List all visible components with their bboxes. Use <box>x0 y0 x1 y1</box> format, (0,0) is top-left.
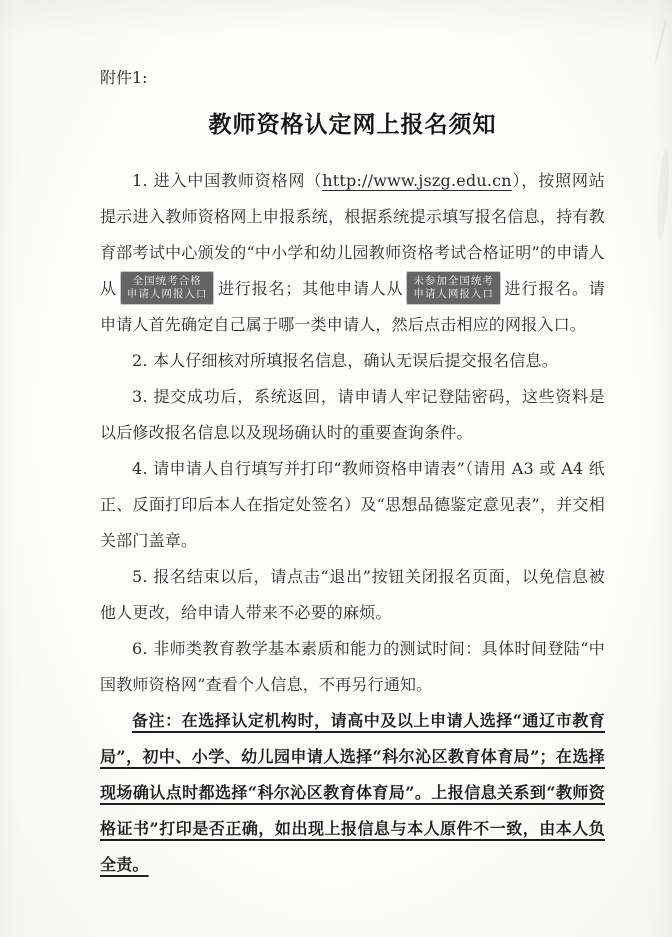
paragraph-2: 2. 本人仔细核对所填报名信息，确认无误后提交报名信息。 <box>132 351 558 370</box>
attachment-label: 附件1: <box>100 68 148 87</box>
national-exam-passed-entry-line1: 全国统考合格 <box>132 275 202 287</box>
no-national-exam-entry-line2: 申请人网报入口 <box>413 288 494 300</box>
remark-paragraph: 备注：在选择认定机构时，请高中及以上申请人选择“通辽市教育局”，初中、小学、幼儿园申请人选择“科尔沁区教育体育局”；在选择现场确认点时都选择“科尔沁区教育体育局”。上报信息关系到“教师资格证书”打印是否正确，如出现上报信息与本人原件不一致，由本人负全责。 <box>100 711 605 874</box>
scan-smudge <box>653 18 668 65</box>
paragraph-3: 3. 提交成功后，系统返回，请申请人牢记登陆密码，这些资料是以后修改报名信息以及现场确认时的重要查询条件。 <box>100 387 605 442</box>
no-national-exam-entry-button <box>407 272 500 304</box>
paragraph-1-lead: 1. 进入中国教师资格网（ <box>132 171 323 190</box>
paragraph-4: 4. 请申请人自行填写并打印“教师资格申请表”（请用 A3 或 A4 纸正、反面打印后本人在指定处签名）及“思想品德鉴定意见表”，并交相关部门盖章。 <box>100 459 605 550</box>
paragraph-1-between-buttons: 进行报名；其他申请人从 <box>217 279 404 298</box>
national-exam-passed-entry-button <box>121 272 214 304</box>
paragraph-1-tail: 进行报名。请申请人首先确定自己属于哪一类申请人，然后点击相应的网报入口。 <box>100 279 606 334</box>
jszg-website-url: http://www.jszg.edu.cn <box>322 171 512 190</box>
document-content <box>100 66 605 883</box>
document-title: 教师资格认定网上报名须知 <box>208 111 497 138</box>
national-exam-passed-entry-line2: 申请人网报入口 <box>126 288 208 300</box>
paragraph-1 <box>100 163 605 343</box>
paragraph-5: 5. 报名结束以后，请点击“退出”按钮关闭报名页面，以免信息被他人更改，给申请人带来不必要的麻烦。 <box>100 567 605 622</box>
scan-smudge <box>655 150 671 240</box>
paragraph-1-after-url: ），按照网站提示进入教师资格网上申报系统，根据系统提示填写报名信息，持有教育部考试中心颁发的“中小学和幼儿园教师资格考试合格证明”的申请人从 <box>100 171 606 298</box>
paragraph-6: 6. 非师类教育教学基本素质和能力的测试时间：具体时间登陆“中国教师资格网”查看个人信息，不再另行通知。 <box>100 639 605 694</box>
no-national-exam-entry-line1: 未参加全国统考 <box>413 275 494 287</box>
